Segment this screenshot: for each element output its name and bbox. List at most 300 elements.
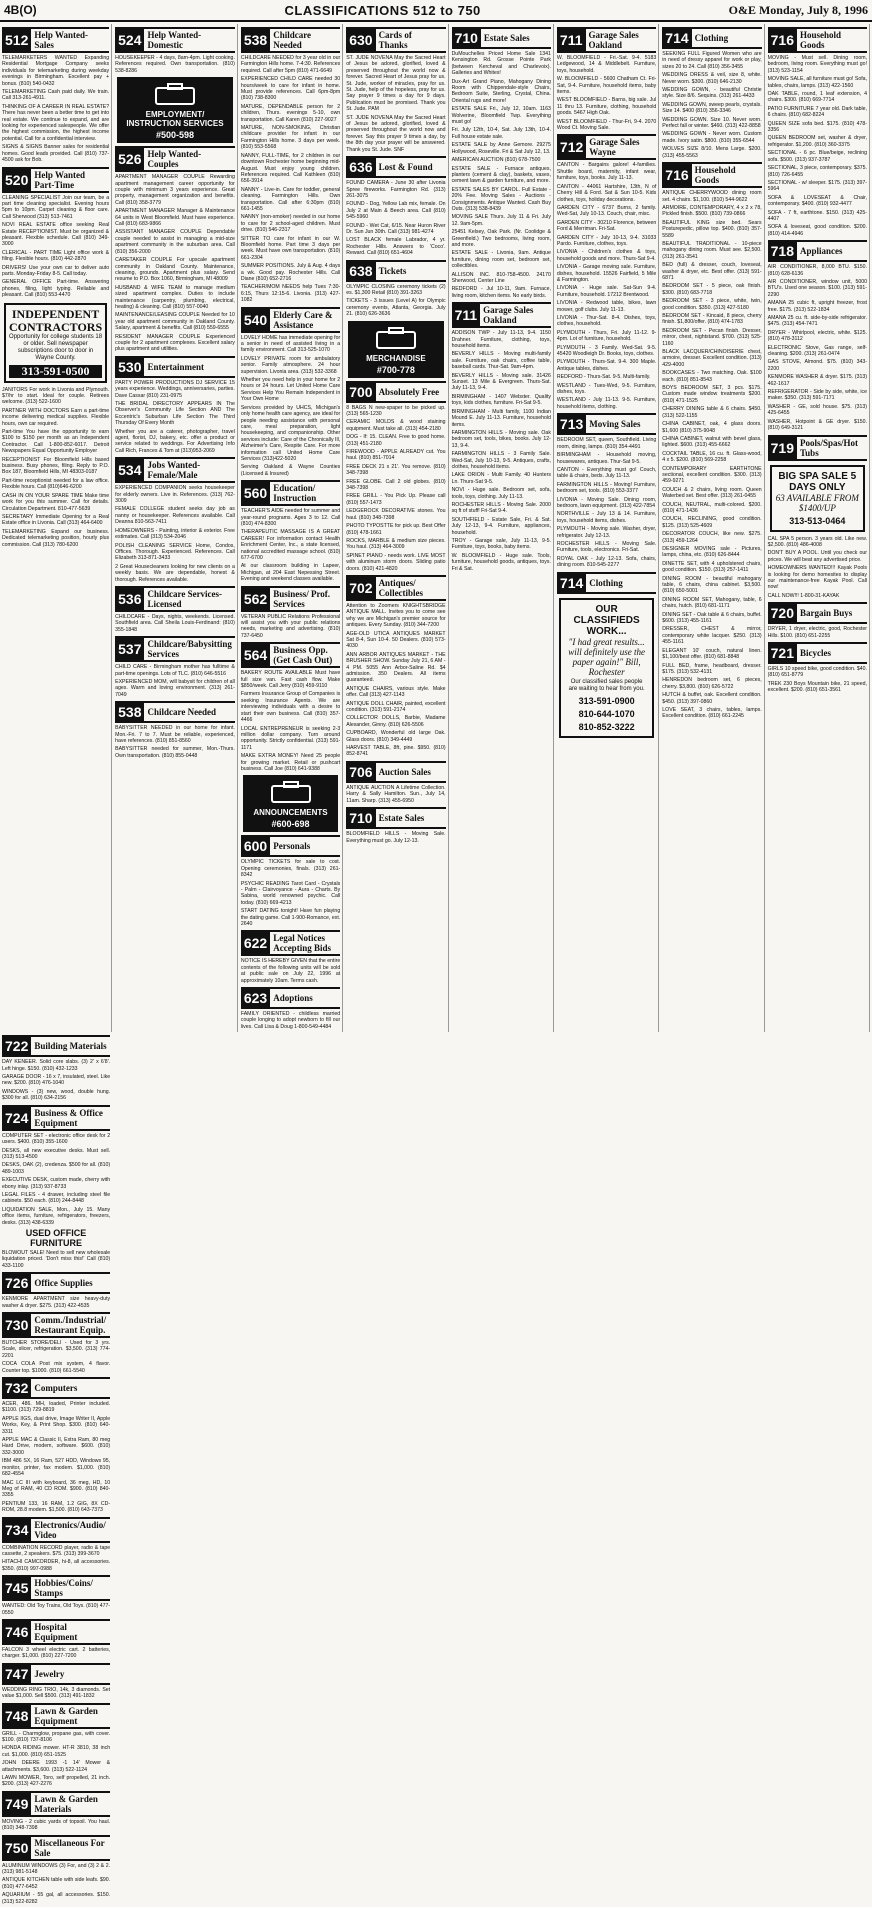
classified-ad: BLOOMFIELD HILLS - Moving Sale. Everything must go. July 12-13. bbox=[346, 831, 446, 844]
classified-ad: ESTATE SALES BY CAROL. Full Estate - 20% Fee. Moving Sales - Auctions - Consignments. Antique Wanted. Cash Buy Outs. (313) 538-8439 bbox=[451, 186, 551, 212]
category-title: Business & Office Equipment bbox=[34, 1107, 103, 1128]
classified-ad: CHINA CABINET, walnut with bevel glass, lighted. $600. (313) 455-6662 bbox=[662, 435, 762, 449]
classified-ad: WESTLAND - Tues-Wed, 9-5. Furniture, dishes, toys. bbox=[556, 382, 657, 396]
classified-ad: GARDEN CITY - 30210 Florence, between Ford & Merriman. Fri-Sat. bbox=[556, 219, 657, 233]
category-title: Personals bbox=[273, 841, 311, 852]
classified-ad: FREE GLOBE. Call 2 old globes. (810) 348-7398 bbox=[346, 478, 446, 492]
classified-ad: ESTATE SALE - Livonia, 9am. Antique furniture, dining room set, bedroom set, collectibles. bbox=[451, 250, 551, 270]
classified-ad: SECTIONAL - 6 pc. Blue/beige, reclining sofa. $500. (313) 937-3787 bbox=[767, 150, 867, 163]
classified-ad: QUEEN BEDROOM set, washer & dryer, refrigerator. $1,200. (810) 360-3375 bbox=[767, 135, 867, 148]
category-number: 732 bbox=[2, 1379, 31, 1397]
classified-ad: OLYMPIC TICKETS for sale to cost. Opening ceremonies, finals. (313) 261-8342 bbox=[240, 859, 341, 879]
classified-ad: DON'T BUY A POOL. Until you check our prices. We will beat any advertised price. bbox=[767, 550, 867, 563]
classified-ad: HONDA RIDING mower. HT-R 3810, 38 inch cut. $1,000. (810) 651-1525 bbox=[2, 1745, 111, 1758]
classified-ad: Attention to Zoomers KNIGHTSBRIDGE ANTIQUE MALL. Invites you to come see why we are Michigan's premier source for antiques. Every Sunday. (810) 344-7200 bbox=[346, 602, 446, 629]
category-number: 638 bbox=[346, 262, 375, 280]
classified-ad: MAC LC III with keyboard, 36 meg, HD, 10 Meg of RAM, 40 CD ROM. $900. (810) 840-3355 bbox=[2, 1479, 111, 1499]
classified-ad: CHILDCARE - Days, nights, weekends. Licensed. Southfield area. Call Sheila Louis-Ferdinand: (810) 355-1848 bbox=[115, 613, 235, 633]
classified-ad: USED OFFICE FURNITURE bbox=[25, 1227, 87, 1248]
classified-ad: GARAGE DOOR - 16 x 7, insulated, steel. Like new. $200. (810) 476-1040 bbox=[2, 1074, 111, 1087]
classified-ad: NANNY, FULL-TIME, for 2 children in our downtown Rochester home beginning mid-August. Must enjoy young children. References required. Call Kathleen (810) 656-3914 bbox=[240, 152, 341, 185]
contractors-body: Opportunity for college students 18 or older. Sell newspaper subscriptions door to door in Wayne County. bbox=[9, 333, 103, 361]
classified-ad: SITTER TO care for infant in our W. Bloomfield home. Part time 3 days per week. Must have own transportation. (810) 661-2304 bbox=[240, 235, 341, 261]
classified-ad: LAWN MOWER, Toro, self propelled, 21 inch. $200. (313) 427-2276 bbox=[2, 1775, 111, 1788]
category-heading-719 bbox=[768, 435, 867, 461]
classified-ad: MATURE, NON-SMOKING, Christian childcare provider for infant in our Farmington Hills home. 3 days per week. (810) 553-5568 bbox=[240, 125, 341, 151]
classified-ad: AQUARIUM - 55 gal, all accessories. $150. (313) 522-8282 bbox=[2, 1892, 111, 1905]
classified-ad: SECTIONAL, 3 piece, contemporary. $375. (810) 726-6455 bbox=[767, 165, 867, 178]
classified-ad: MOVING - 2 cubic yards of topsoil. You haul. (810) 348-7398 bbox=[2, 1818, 111, 1832]
category-title: Household Goods bbox=[800, 30, 842, 50]
banner-title: EMPLOYMENT/ INSTRUCTION SERVICES bbox=[126, 110, 224, 129]
classified-ad: ESTATE SALE - Furnace antiques, planters (cement & clay), baskets, vases, cement lawn & garden furniture, and more. bbox=[451, 165, 551, 185]
classified-ad: W. BLOOMFIELD - Huge sale. Tools, furniture, household goods, antiques, toys. Fri & Sat. bbox=[451, 552, 551, 572]
classified-ad: ANTIQUE AUCTION A Lifetime Collection. Harry & Sally Hamilton. Sun., July 14, 11am. Sharp. (313) 455-6950 bbox=[346, 784, 446, 804]
category-heading-562 bbox=[241, 586, 340, 612]
promo-headline: BIG SPA SALE 5 DAYS ONLY bbox=[778, 470, 857, 493]
category-title: Household Goods bbox=[694, 165, 736, 186]
classified-ad: AIR CONDITIONER, 8,000 BTU. $150. (810) 628-6136 bbox=[767, 264, 867, 277]
classified-ad: START DATING tonight! Have fun playing the dating game. Call 1-900-Romance, ext. 2640 bbox=[240, 908, 341, 927]
classified-ad: DRYER - Whirlpool, electric, white. $125. (810) 478-3112 bbox=[767, 329, 867, 343]
classified-ad: AMANA 25 cu. ft. side-by-side refrigerator. $475. (313) 454-7471 bbox=[767, 315, 867, 328]
classified-ad: BIRMINGHAM - 1407 Webster. Quality toys, kids clothes, furniture. Fri-Sat 9-5. bbox=[451, 393, 551, 407]
category-title: Tickets bbox=[378, 265, 407, 276]
category-heading-711 bbox=[452, 302, 551, 328]
classified-ad: CLEANING SPECIALIST Join our team, be a part time cleaning specialist. Evening hours 5pm to 10pm. Carpet cleaning & floor care. Call Sherwood (313) 513-7461 bbox=[2, 194, 110, 220]
classified-ad: QUEEN SIZE sofa bed. $175. (810) 478-3356 bbox=[767, 120, 867, 134]
classified-ad: BOYS BEDROOM SET, 3 pcs. $175. Custom made window treatments $200. (810) 471-1525 bbox=[662, 385, 762, 404]
classified-ad: Farmers Insurance Group of Companies is seeking Insurance Agents. We are interviewing individuals with a desire to start their own business. Call (810) 357-4466 bbox=[240, 691, 341, 724]
category-heading-710 bbox=[452, 27, 551, 49]
promo-box bbox=[770, 465, 865, 532]
classified-ad: ARMOIRE, CONTEMPORARY, 4 x 2 x 78, Pickled finish. $500. (810) 739-0866 bbox=[662, 204, 762, 218]
category-title: Computers bbox=[34, 1383, 78, 1394]
category-title: Miscellaneous For Sale bbox=[34, 1837, 105, 1858]
category-number: 711 bbox=[452, 304, 481, 326]
category-title: Antiques/ Collectibles bbox=[378, 577, 424, 598]
classified-ad: DESKS, all new executive desks. Must sell. (313) 513-4500 bbox=[2, 1147, 111, 1160]
category-title: Hospital Equipment bbox=[34, 1621, 78, 1642]
column-2 bbox=[115, 24, 238, 1032]
promo-box bbox=[559, 598, 654, 738]
classified-ad: WEDDING GOWN, sweep pearls, crystals. Size 14. $400 (810) 356-3346 bbox=[662, 101, 762, 115]
classified-ad: SOFA & LOVESEAT & Chair, contemporary. $400. (810) 932-4477 bbox=[767, 194, 867, 208]
category-number: 534 bbox=[115, 459, 144, 481]
classified-ad: HARVEST TABLE, 8ft, pine. $950. (810) 852-8741 bbox=[346, 745, 446, 758]
classified-ad: NANNY (non-smoker) needed in our home to care for 2 school-aged children. Must drive. (810) 546-2317 bbox=[240, 214, 341, 234]
classified-ad: EXPERIENCED COMPANION seeks housekeeper for elderly owners. Live in. References. (313) 762-3009 bbox=[115, 485, 235, 505]
classified-ad: DINING ROOM SET, Mahogany, table, 6 chairs, hutch. (810) 681-1171 bbox=[662, 596, 762, 610]
classified-ad: DESIGNER MOVING sale - Pictures, lamps, china, etc. (810) 626-8444 bbox=[662, 546, 762, 559]
classified-ad: W. BLOOMFIELD - Fri.-Sat. 9-4. 5183 Ledgewood, 14 & Middlebelt. Furniture, toys, household. bbox=[556, 55, 657, 74]
classified-ad: AMANA 25 cubic ft, upright freezer, frost free. $175. (313) 522-1834 bbox=[767, 300, 867, 313]
category-heading-721 bbox=[768, 642, 867, 664]
classified-ad: DOG - If: 15. CLEAN. Free to good home. (313) 451-2180 bbox=[346, 434, 446, 447]
category-heading-536 bbox=[115, 586, 235, 612]
classified-ad: HOMEOWNERS WANTED!!! Kayak Pools is looking for demo homesites to display our maintenance-free Kayak Pool. Call now! bbox=[767, 565, 867, 591]
category-heading-623 bbox=[241, 987, 340, 1009]
category-heading-534 bbox=[115, 457, 235, 483]
classified-ad: BABYSITTER needed for summer, Mon.-Thurs. Own transportation. (810) 855-0448 bbox=[115, 746, 235, 759]
classified-ad: SECRETARY Immediate Opening for a Real Estate office in Livonia. Call (313) 464-6400 bbox=[2, 513, 110, 527]
category-number: 600 bbox=[241, 837, 270, 855]
category-number: 706 bbox=[346, 763, 375, 781]
classified-ad: CANTON - Bargains galore! 4-families. Shuttle board, maternity, infant wear, furniture, toys, books. July 11-13. bbox=[556, 162, 657, 182]
classified-ad: GRILL - Charmglow, propane gas, with cover. $100. (810) 737-8106 bbox=[2, 1730, 111, 1743]
classified-ad: HUTCH & buffet, oak. Excellent condition. $450. (313) 397-0860 bbox=[662, 692, 762, 705]
classified-ad: WINDOWS - (3) new, wood, double hung. $300 for all. (810) 634-2156 bbox=[2, 1088, 111, 1102]
page-number: 4B(O) bbox=[4, 3, 37, 17]
category-number: 524 bbox=[115, 29, 144, 51]
classified-ad: WEDDING GOWN. Size 10. Never worn. Perfect fall or winter. $460. (313) 422-8858 bbox=[662, 116, 762, 130]
category-title: Childcare Needed bbox=[147, 707, 217, 718]
classified-ad: ROCHESTER HILLS - Moving Sale. 2000 sq ft of stuff! Fri-Sat 9-4. bbox=[451, 501, 551, 515]
category-number: 622 bbox=[241, 932, 270, 954]
classified-ad: WASHER - GE, sold house. $75. (313) 425-6455 bbox=[767, 403, 867, 417]
classified-ad: AMERICAN AUCTION (810) 678-7500 bbox=[451, 157, 541, 164]
announce-banner bbox=[243, 775, 338, 832]
category-title: Estate Sales bbox=[483, 33, 530, 43]
classified-ad: GENERAL OFFICE Part-time. Answering phones, filing, light typing. Reliable and pleasant. Call (810) 553-4470 bbox=[2, 279, 110, 299]
classified-ad: FULL BED, frame, headboard, dresser. $175. (313) 532-4131 bbox=[662, 662, 762, 675]
category-title: Estate Sales bbox=[378, 813, 425, 824]
classified-ad: PLYMOUTH - Thurs, Fri. July 11-12. 9-4pm. Lot of furniture, household. bbox=[556, 329, 657, 343]
classified-ad: BLACK LACQUER/CHINOISERIE chest, armoire, dresser. Excellent condition. (313) 429-4000 bbox=[662, 349, 762, 368]
classified-ad: HITACHI CAMCORDER, hi-8, all accessories. $350. (810) 997-0988 bbox=[2, 1559, 111, 1572]
classified-ad: GARDEN CITY - July 10-13, 9-4. 31033 Pardo. Furniture, clothes, toys. bbox=[556, 234, 657, 247]
classified-ad: ADDISON TWP - July 11-13, 9-4. 1150 Drahner. Furniture, clothing, toys, household items. bbox=[451, 330, 551, 350]
category-heading-538 bbox=[241, 27, 340, 53]
classified-ad: TROY - Garage sale, July 11-13, 9-5. Furniture, toys, books, baby items. bbox=[451, 538, 551, 551]
classified-ad: PLYMOUTH - 3 Family. Wed-Sat. 9-5. 45420 Woodleigh Dr. Books, toys, clothes. bbox=[556, 344, 657, 358]
category-heading-749 bbox=[2, 1791, 110, 1817]
column-7 bbox=[662, 24, 764, 1032]
classified-ad: REDFORD - Thurs-Sat. 9-5. Multi-family. bbox=[556, 374, 651, 381]
classified-ad: CAL SPA 5 person. 3 years old. Like new. $2,500. (810) 486-4008 bbox=[767, 535, 867, 548]
classified-ad: PSYCHIC READING Tarot Card - Crystals - Palm - Clairvoyance - Aura - Charts. By Sabina, world renowned psychic. Call today. (810) 669-4213 bbox=[240, 880, 341, 906]
category-heading-538 bbox=[115, 701, 235, 723]
category-title: Absolutely Free bbox=[378, 386, 440, 397]
employ-banner bbox=[117, 77, 233, 143]
classified-ad: BED (full) & dresser, couch, loveseat, washer & dryer, etc. Best offer. (313) 591-6871 bbox=[662, 262, 762, 281]
category-number: 721 bbox=[768, 644, 797, 662]
category-heading-710 bbox=[346, 807, 445, 829]
classified-ad: At our classroom building in Lapeer, Michigan, at 204 East Nepessing Street. Evening and weekend classes available. bbox=[240, 563, 341, 583]
classified-ad: PARTNER WITH DOCTORS Earn a part-time income delivering medical supplies. Flexible hours, own car required. bbox=[2, 407, 110, 427]
classified-ad: FARMINGTON HILLS - Moving! Furniture, bedroom set, tools. (810) 553-3377 bbox=[556, 481, 657, 495]
classified-ad: ASSISTANT MANAGER COUPLE Dependable couple needed to assist in managing a mid-size apartment community in the suburban area. Call (810) 356-2000 bbox=[115, 229, 235, 255]
classified-ad: SIGNS & SIGNS Banner sales for residential homes. Good leads provided. Call (810) 737-4500 ask for Bob. bbox=[2, 144, 110, 164]
classified-ad: GIRLS 10 speed bike, good condition. $40. (810) 651-8779 bbox=[767, 665, 867, 679]
classified-ad: CANTON - Everything must go! Couch, table & chairs, beds. July 11-13. bbox=[556, 466, 657, 480]
classified-ad: CERAMIC MOLDS & wood staining equipment. Must take all. (313) 454-2180 bbox=[346, 419, 446, 432]
classified-ad: Dux-Art Grand Piano, Mahogany Dining Room with Chippendale-style Chairs, Bedroom Suite, Sterling, Crystal, China. Oriental rugs and more! bbox=[451, 78, 551, 104]
classified-ad: NOVI - Huge sale. Bedroom set, sofa, tools, toys, clothing. July 11-13. bbox=[451, 487, 551, 500]
category-heading-600 bbox=[241, 835, 340, 857]
category-number: 714 bbox=[557, 574, 586, 592]
classified-ad: CARETAKER COUPLE For upscale apartment community in Oakland County. Maintenance, cleaning, grounds. Apartment plus salary. Send resume to P.O. Box 1060, Birmingham, MI 48009 bbox=[115, 257, 235, 283]
classified-ad: SOFA - 7 ft, earthtone. $150. (313) 425-4407 bbox=[767, 209, 867, 222]
category-heading-520 bbox=[2, 167, 109, 193]
category-number: 718 bbox=[768, 242, 797, 260]
classified-ad: LIQUIDATION SALE, Mon., July 15. Many office items, furniture, refrigerators, freezers, desks. (313) 438-6339 bbox=[2, 1206, 111, 1226]
category-number: 630 bbox=[346, 29, 375, 51]
category-number: 719 bbox=[768, 437, 797, 459]
promo-phone-1: 313-591-0900 bbox=[578, 695, 635, 706]
classified-ad: 2 Great Housecleaners looking for new clients on a weekly basis. We are dependable, honest & thorough. References available. bbox=[115, 563, 235, 583]
category-heading-638 bbox=[346, 260, 445, 282]
category-number: 712 bbox=[557, 136, 586, 158]
classified-ad: WEDDING GOWN - Never worn. Custom made. Ivory satin. $800. (810) 355-6544 bbox=[662, 131, 762, 144]
classified-ad: Services provided by UHCS, Michigan's only home health care agency, are ideal for people needing assistance with personal care, meal preparation, light housekeeping, and companionship. Other services include: Care of the Chronically Ill, Alzheimer's Care, Respite Care. For more information call United Home Care Services (313)422-5020 bbox=[240, 404, 341, 462]
classified-ad: BEDROOM SET - Kincaid, 8 piece, cherry finish. $1,800/offer. (810) 474-1783 bbox=[662, 313, 762, 326]
classified-ad: APARTMENT MANAGER COUPLE Rewarding apartment management career opportunity for couple with minimum 3 years experience. Great property, management organization and benefits. Call (810) 358-3779 bbox=[115, 174, 235, 206]
category-title: Office Supplies bbox=[34, 1278, 93, 1289]
column-4 bbox=[346, 24, 448, 1032]
category-title: Bicycles bbox=[800, 647, 831, 658]
classified-ad: CONTEMPORARY EARTHTONE sectional, excellent condition. $300. (313) 459-9271 bbox=[662, 465, 762, 485]
classified-ad: LOVELY PRIVATE room for ambulatory senior. Family atmosphere. 24 hour supervision. Livonia area. (313) 532-3368 bbox=[240, 355, 341, 375]
category-title: Garage Sales Oakland bbox=[588, 30, 639, 50]
banner-range: #700-778 bbox=[376, 364, 415, 375]
classified-ad: LIVONIA - Redwood table, bikes, lawn mower, golf clubs. July 11-13. bbox=[556, 300, 657, 313]
briefcase-icon bbox=[152, 82, 198, 108]
category-title: Business/ Prof. Services bbox=[273, 588, 331, 609]
classified-ad: Serving Oakland & Wayne Counties (Licensed & Insured) bbox=[240, 464, 341, 477]
classified-ad: BEVERLY HILLS - Moving sale. 31426 Sunset. 13 Mile & Evergreen. Thurs-Sat. July 11-13, 9-4. bbox=[451, 372, 551, 392]
classified-ad: BEDROOM SET - 3 piece, white, twin, good condition. $350. (313) 427-5180 bbox=[662, 298, 762, 311]
category-title: Lawn & Garden Equipment bbox=[34, 1705, 98, 1726]
promo-phone-3: 810-852-3222 bbox=[578, 721, 635, 732]
promo-phone-2: 810-644-1070 bbox=[578, 708, 635, 719]
classified-ad: PLYMOUTH - Thurs-Sat. 9-4. 300 Maple. Antique tables, dishes. bbox=[556, 359, 657, 372]
category-title: Help Wanted Part-Time bbox=[34, 169, 85, 190]
classified-ad: NOVI REAL ESTATE office seeking Real Estate RECEPTIONIST. Must be organized & pleasant. Flexible schedule. Call (810) 349-3000 bbox=[2, 222, 110, 248]
classified-ad: BEAUTIFUL TRADITIONAL - 10-piece mahogany dining room. Must see. $2,500. (313) 261-3541 bbox=[662, 240, 762, 260]
classified-ad: FREE DECK 21 x 21'. You remove. (810) 348-7398 bbox=[346, 463, 446, 477]
classified-ad: 25451 Kelsey, Oak Park. (Nr. Coolidge & Greenfield.) Two bedrooms, living room, and more. bbox=[451, 229, 551, 248]
classified-ad: TELEMARKETING Cash paid daily. We train. Call 313-261-4911. bbox=[2, 89, 110, 102]
classified-ad: ST. JUDE NOVENA May the Sacred Heart of Jesus be adored, glorified, loved & preserved throughout the world now & forever. Sacred Heart of Jesus pray for us. St. Jude, worker of miracles, pray for us. St. Jude, help of the hopeless, pray for us. Say prayer 9 times a day for 9 days. Publication must be promised. Thank you St. Jude. PAM bbox=[346, 55, 446, 113]
classified-ad: SECTIONAL - w/ sleeper. $175. (313) 397-5964 bbox=[767, 179, 867, 193]
category-title: Elderly Care & Assistance bbox=[273, 309, 333, 330]
category-heading-630 bbox=[346, 27, 445, 53]
classified-ad: MATURE, DEPENDABLE person for 2 children, Thurs. evenings 5-10, own transportation. Call Karen (810) 227-9027 bbox=[240, 103, 341, 123]
classified-ad: ELEGANT 10' couch, natural linen. $1,100/best offer. (810) 681-8848 bbox=[662, 647, 762, 661]
classified-ad: FARMINGTON HILLS - 3 Family Sale. Wed-Sat, July 10-13, 9-5. Antiques, crafts, clothes, household items. bbox=[451, 451, 551, 470]
classified-ad: FOUND - Wet Cat, 6/15. Near Huron River Dr. Sun Jun 30th. Call (313) 981-4274 bbox=[346, 222, 446, 235]
classified-ad: DuMouchelles Priced Home Sale 1341 Kensington Rd. Grosse Pointe Park (between Kercheval and Charlevoix). Galleries and Whites! bbox=[451, 51, 551, 77]
classified-ad: MAINTENANCE/LEASING COUPLE Needed for 10 year old apartment community in Oakland County. Salary, apartment & benefits. Call (810) 559-6555 bbox=[115, 312, 235, 332]
banner-range: #500-598 bbox=[155, 130, 194, 141]
banner-title: MERCHANDISE bbox=[366, 353, 426, 363]
classified-ad: PHOTO TYPOSTTE for pick up. Best Offer (810) 478-1661 bbox=[346, 523, 446, 536]
category-number: 520 bbox=[2, 169, 31, 191]
category-title: Garage Sales Oakland bbox=[483, 305, 534, 326]
column-8 bbox=[768, 24, 870, 1032]
classified-ad: CASH IN ON YOUR SPARE TIME Make time work for you this summer. Call for details. Circulation Department. 810-477-5639 bbox=[2, 492, 110, 512]
category-heading-702 bbox=[346, 575, 445, 601]
category-number: 746 bbox=[2, 1621, 31, 1643]
category-number: 537 bbox=[115, 638, 144, 660]
classified-ad: COMBINATION RECORD player, radio & tape cassette, 2 speakers. $75. (313) 399-3670 bbox=[2, 1544, 111, 1557]
classified-ad: WEST BLOOMFIELD - Thur-Fri, 9-4. 2070 Wood Ct. Moving Sale. bbox=[556, 118, 657, 132]
category-heading-711 bbox=[557, 27, 656, 53]
contractors-title: INDEPENDENT CONTRACTORS bbox=[9, 306, 103, 334]
category-number: 748 bbox=[2, 1705, 31, 1727]
classified-ad: PLYMOUTH - Moving sale. Washer, dryer, refrigerator. July 12-13. bbox=[556, 526, 657, 539]
category-title: Hobbies/Coins/ Stamps bbox=[34, 1578, 93, 1599]
category-title: Lawn & Garden Materials bbox=[34, 1793, 98, 1814]
column-5 bbox=[452, 24, 554, 1032]
classified-ad: DECORATOR COUCH, like new. $275. (313) 459-1264 bbox=[662, 531, 762, 544]
category-number: 536 bbox=[115, 588, 144, 610]
classified-ad: COCA COLA Post mix system, 4 flavor. Counter top. $1000. (810) 661-5540 bbox=[2, 1361, 111, 1374]
classified-ad: HOUSEKEEPER - 4 days, 8am-4pm. Light cooking. References required. Own transportation. (810) 538-8286 bbox=[115, 55, 235, 74]
classified-ad: BUTCHER STORE/DELI - Used for 3 yrs. Scale, slicer, refrigeration. $3,500. (313) 774-2201 bbox=[2, 1340, 111, 1359]
merch-banner bbox=[348, 321, 443, 378]
classified-ad: ANTIQUE CHERRYWOOD dining room set. 4 chairs. $1,100. (810) 544-9622 bbox=[662, 190, 762, 203]
classified-ad: OLYMPIC CLOSING ceremony tickets (2) es. $1,300 Retail (810) 391-3263 bbox=[346, 283, 446, 296]
category-number: 538 bbox=[115, 703, 144, 721]
promo-subhead: 63 AVAILABLE FROM $1400/UP bbox=[775, 492, 859, 513]
category-number: 745 bbox=[2, 1577, 31, 1599]
contractors-box bbox=[4, 303, 107, 383]
classified-ad: EXPERIENCED MOM, will babysit for children of all ages. Warm and loving environment. (313) 261-7049 bbox=[115, 678, 235, 698]
classified-ad: BEAUTIFUL KING size bed. Sears Posturepedic, pillow top. $400. (810) 357-5589 bbox=[662, 219, 762, 239]
category-title: Cards of Thanks bbox=[378, 30, 412, 50]
category-number: 512 bbox=[2, 29, 31, 51]
classified-ad: FAMILY ORIENTED - childless married couple longing to adopt newborn to fill our lives. Call Lisa & Doug 1-800-549-4484 bbox=[240, 1011, 341, 1030]
classified-ad: BAKERY ROUTE AVAILABLE Must have full size van. Fast cash flow. Make $850/week. Call Jerry (810) 459-9110 bbox=[240, 670, 341, 690]
classified-ad: DAY KENEER. Solid core slabs. (3) 2' x 6'8'. Left hinge. $150. (810) 432-1233 bbox=[2, 1059, 111, 1072]
category-heading-530 bbox=[115, 356, 235, 378]
classified-ad: SOFA & loveseat, good condition. $200. (810) 414-4946 bbox=[767, 224, 867, 237]
category-heading-746 bbox=[2, 1619, 110, 1645]
shopping-icon bbox=[373, 326, 419, 352]
classified-ad: CHILD CARE - Birmingham mother has fulltime & part-time openings. Lots of TLC. (810) 646-5516 bbox=[115, 664, 235, 677]
column-6 bbox=[557, 24, 659, 1032]
classified-ad: SUMMER POSITIONS. July & Aug. 4 days a wk. Good pay. Rochester Hills. Call Diane (810) 652-2716 bbox=[240, 263, 341, 282]
category-number: 540 bbox=[241, 309, 270, 331]
classified-ad: RESIDENT MANAGER COUPLE Experienced couple for 2 apartment complexes. Excellent salary plus apartment and utilities. bbox=[115, 333, 235, 353]
classified-ad: ROCHESTER HILLS - Moving Sale. Furniture, tools, electronics. Fri-Sat. bbox=[556, 540, 657, 554]
classified-ad: APARTMENT MANAGER Manager & Maintenance 64 units in West Bloomfield. Must have experience. Call (810) 683-9866 bbox=[115, 208, 235, 228]
classified-ad: CHINA CABINET, oak, 4 glass doors. $1,600 (810) 375-9048 bbox=[662, 421, 762, 434]
banner-range: #600-698 bbox=[271, 819, 310, 830]
classified-ad: ANN ARBOR ANTIQUES MARKET - THE BRUSHER SHOW. Sunday July 21, 6 AM - 4 PM. 5055 Ann Arbor-Saline Rd. $4 admission. 350 Dealers. All items guaranteed. bbox=[346, 651, 446, 684]
category-title: Help Wanted-Domestic bbox=[147, 30, 202, 50]
classified-ad: BIRMINGHAM - Household moving, housewares, antiques. Thur-Sat 9-5. bbox=[556, 452, 657, 465]
category-number: 747 bbox=[2, 1665, 31, 1683]
classified-ad: BEDROOM SET - Pecan finish. Dresser, mirror, chest, nightstand. $700. (313) 525-1160 bbox=[662, 327, 762, 347]
promo-headline: OUR CLASSIFIEDS WORK... bbox=[573, 603, 640, 637]
category-number: 716 bbox=[662, 164, 691, 186]
classified-ad: EXECUTIVE DESK, custom made, cherry with ebony inlay. (313) 937-8733 bbox=[2, 1177, 111, 1190]
category-number: 710 bbox=[452, 29, 481, 47]
contractors-phone: 313-591-0500 bbox=[9, 365, 102, 378]
classified-ad: ESTATE SALE Fri., July 12, 10am. 1163 Wolverine, Bloomfield Twp. Everything must go! bbox=[451, 106, 551, 126]
classified-ad: FREE GRILL - You Pick Up. Please call (810) 557-1473 bbox=[346, 493, 446, 506]
category-title: Adoptions bbox=[273, 993, 313, 1004]
category-heading-706 bbox=[346, 761, 445, 783]
classified-ad: OAK TABLE, round, 1 leaf extension, 4 chairs. $300. (810) 669-7714 bbox=[767, 91, 867, 104]
classified-ad: 8 BAGS N new-spaper to be picked up. (313) 565-1230 bbox=[346, 404, 446, 417]
classified-ad: PATIO FURNITURE 7 year old. Dark table, 6 chairs. (810) 682-8224 bbox=[767, 105, 867, 119]
classified-ad: LOST BLACK female Labrador, 4 yr. Rochester Hills. Answers to 'Coco'. Reward. Call (810) 651-4604 bbox=[346, 237, 446, 257]
classified-ad: NANNY - Live-in. Care for toddler, general cleaning. Farmington Hills. Own transportation. Call after 6:30pm (810) 661-1455 bbox=[240, 186, 341, 212]
classified-ad: DRESSER, CHEST & mirror, contemporary white lacquer. $250. (313) 455-1161 bbox=[662, 626, 762, 646]
classified-ad: MOVING SALE Thurs. July 11 & Fri. July 12. 9am-5pm. bbox=[451, 214, 551, 227]
classified-ad: DINETTE SET, with 4 upholstered chairs, good condition. $150. (313) 257-1411 bbox=[662, 560, 762, 574]
category-number: 726 bbox=[2, 1274, 31, 1292]
category-number: 722 bbox=[2, 1037, 31, 1055]
category-number: 700 bbox=[346, 383, 375, 401]
paper-dateline: O&E Monday, July 8, 1996 bbox=[728, 2, 868, 17]
classified-ad: DRIVERS! Use your own car to deliver auto parts. Monday-Friday 8-5. Call today. bbox=[2, 264, 110, 277]
classified-ad: COUCH, NEUTRAL, multi-colored. $200. (810) 471-1436 bbox=[662, 501, 762, 514]
classified-ad: COUCH & 2 chairs, living room. Queen Waterbed set. Best offer. (313) 261-0455 bbox=[662, 486, 762, 500]
classified-ad: CHILDCARE NEEDED for 3 year old in our Farmington Hills home. 7-4:30. References required. Call after 5pm (810) 471-6649 bbox=[240, 55, 341, 74]
classified-ad: GAS STOVE, Almond. $75. (810) 343-2200 bbox=[767, 359, 867, 372]
category-number: 716 bbox=[768, 29, 797, 51]
category-title: Pools/Spas/Hot Tubs bbox=[800, 437, 859, 458]
category-heading-560 bbox=[241, 480, 340, 506]
category-title: Appliances bbox=[800, 246, 843, 257]
category-number: 730 bbox=[2, 1314, 31, 1336]
category-title: Jobs Wanted-Female/Male bbox=[147, 460, 201, 481]
classified-ad: LIVONIA - Garage moving sale. Furniture, dishes, household. 15526 Fairfield, 5 Mile & Farmington. bbox=[556, 264, 657, 283]
classified-ad: EXPERIENCED CHILD CARE needed 30 hours/week to care for infant in home. Must provide references. Call 6pm-8pm (810) 738-8300 bbox=[240, 76, 341, 102]
category-heading-524 bbox=[115, 27, 235, 53]
classified-ad: THERAPEUTIC MASSAGE IS A GREAT CAREER! For information contact Health Enrichment Center, Inc., a state licensed, national accredited massage school. (810) 677-6700 bbox=[240, 529, 341, 561]
classified-ad: W. BLOOMFIELD - 5600 Chatham Ct. Fri-Sat, 9-4. Furniture, household items, baby items. bbox=[556, 76, 657, 96]
classified-ad: Part-time You have the opportunity to earn $100 to $150 per month as an Independent Contractor. Call 1-800-852-6017. Detroit Newspapers Equal Opportunity Employer bbox=[2, 429, 110, 455]
classified-ad: ANTIQUE CHAIRS, various style. Make offer. Call (313) 427-1143 bbox=[346, 685, 446, 699]
promo-subhead: "I had great results... will definitely use the paper again!" Bill, Rochester bbox=[568, 636, 645, 677]
classified-ad: FIREWOOD - APPLE ALREADY cut. You haul. (810) 851-7014 bbox=[346, 449, 446, 462]
classified-ad: ACER, 486. MH, loaded, Printer included. $1100. (313) 729-8819 bbox=[2, 1401, 111, 1414]
classified-ad: WANTED: Old Toy Trains, Old Toys. (810) 477-0550 bbox=[2, 1603, 111, 1616]
category-heading-636 bbox=[346, 156, 445, 178]
classified-ad: WOLVES SIZE 8/10. Mens Large. $200. (313) 455-5563 bbox=[662, 146, 762, 159]
category-number: 702 bbox=[346, 577, 375, 599]
classified-ad: MOVING SALE, all furniture must go! Sofa, tables, chairs, lamps. (313) 422-1560 bbox=[767, 76, 867, 89]
category-heading-564 bbox=[241, 642, 340, 668]
category-heading-622 bbox=[241, 930, 340, 956]
category-heading-540 bbox=[241, 307, 340, 333]
classified-ad: CALL NOW!!! 1-800-31-KAYAK bbox=[767, 592, 840, 599]
classified-ad: SEEKING FULL Figured Women who are in need of dressy apparel for work or play, sizes 20 to 24. Call (810) 356-3455 bbox=[662, 51, 762, 70]
category-title: Lost & Found bbox=[378, 162, 433, 173]
classified-ad: LIVONIA - Thur-Sat. 8-4. Dishes, toys, clothes, household. bbox=[556, 315, 657, 328]
classified-ad: WASHER, Hotpoint & GE dryer. $150. (810) 649-3121 bbox=[767, 418, 867, 432]
category-number: 750 bbox=[2, 1837, 31, 1859]
classified-columns bbox=[0, 24, 872, 1905]
category-heading-747 bbox=[2, 1663, 110, 1685]
classified-ad: Whether you are a caterer, photographer, travel agent, florist, DJ, bakery, etc. offer a product or service related to weddings. For Advertising Info Call Rich, Frances & Tom at (313)953-2069 bbox=[115, 428, 235, 454]
category-heading-716 bbox=[768, 27, 867, 53]
classified-ad: WEDDING DRESS & veil, size 8, white. Never worn. $300. (810) 646-2130 bbox=[662, 72, 762, 85]
category-title: Clothing bbox=[589, 577, 623, 588]
category-title: Clothing bbox=[694, 33, 729, 43]
classified-ad: TELEMARKETING Expand our business. Dedicated telemarketing position, hourly plus commission. Call (313) 780-6200 bbox=[2, 528, 110, 548]
category-title: Business Opp. (Get Cash Out) bbox=[273, 645, 333, 666]
classified-ad: SPINET PIANO - needs work. LIVE MOST with aluminum storm doors. Sliding patio doors. (810) 421-4820 bbox=[346, 552, 446, 572]
classified-ad: TELEMARKETERS WANTED Expanding Residential Mortgage Company seeks individuals for telemarketing during weekday evenings in Birmingham. Excellent pay + bonus. (810) 540-0432 bbox=[2, 55, 110, 87]
category-heading-732 bbox=[2, 1377, 110, 1399]
